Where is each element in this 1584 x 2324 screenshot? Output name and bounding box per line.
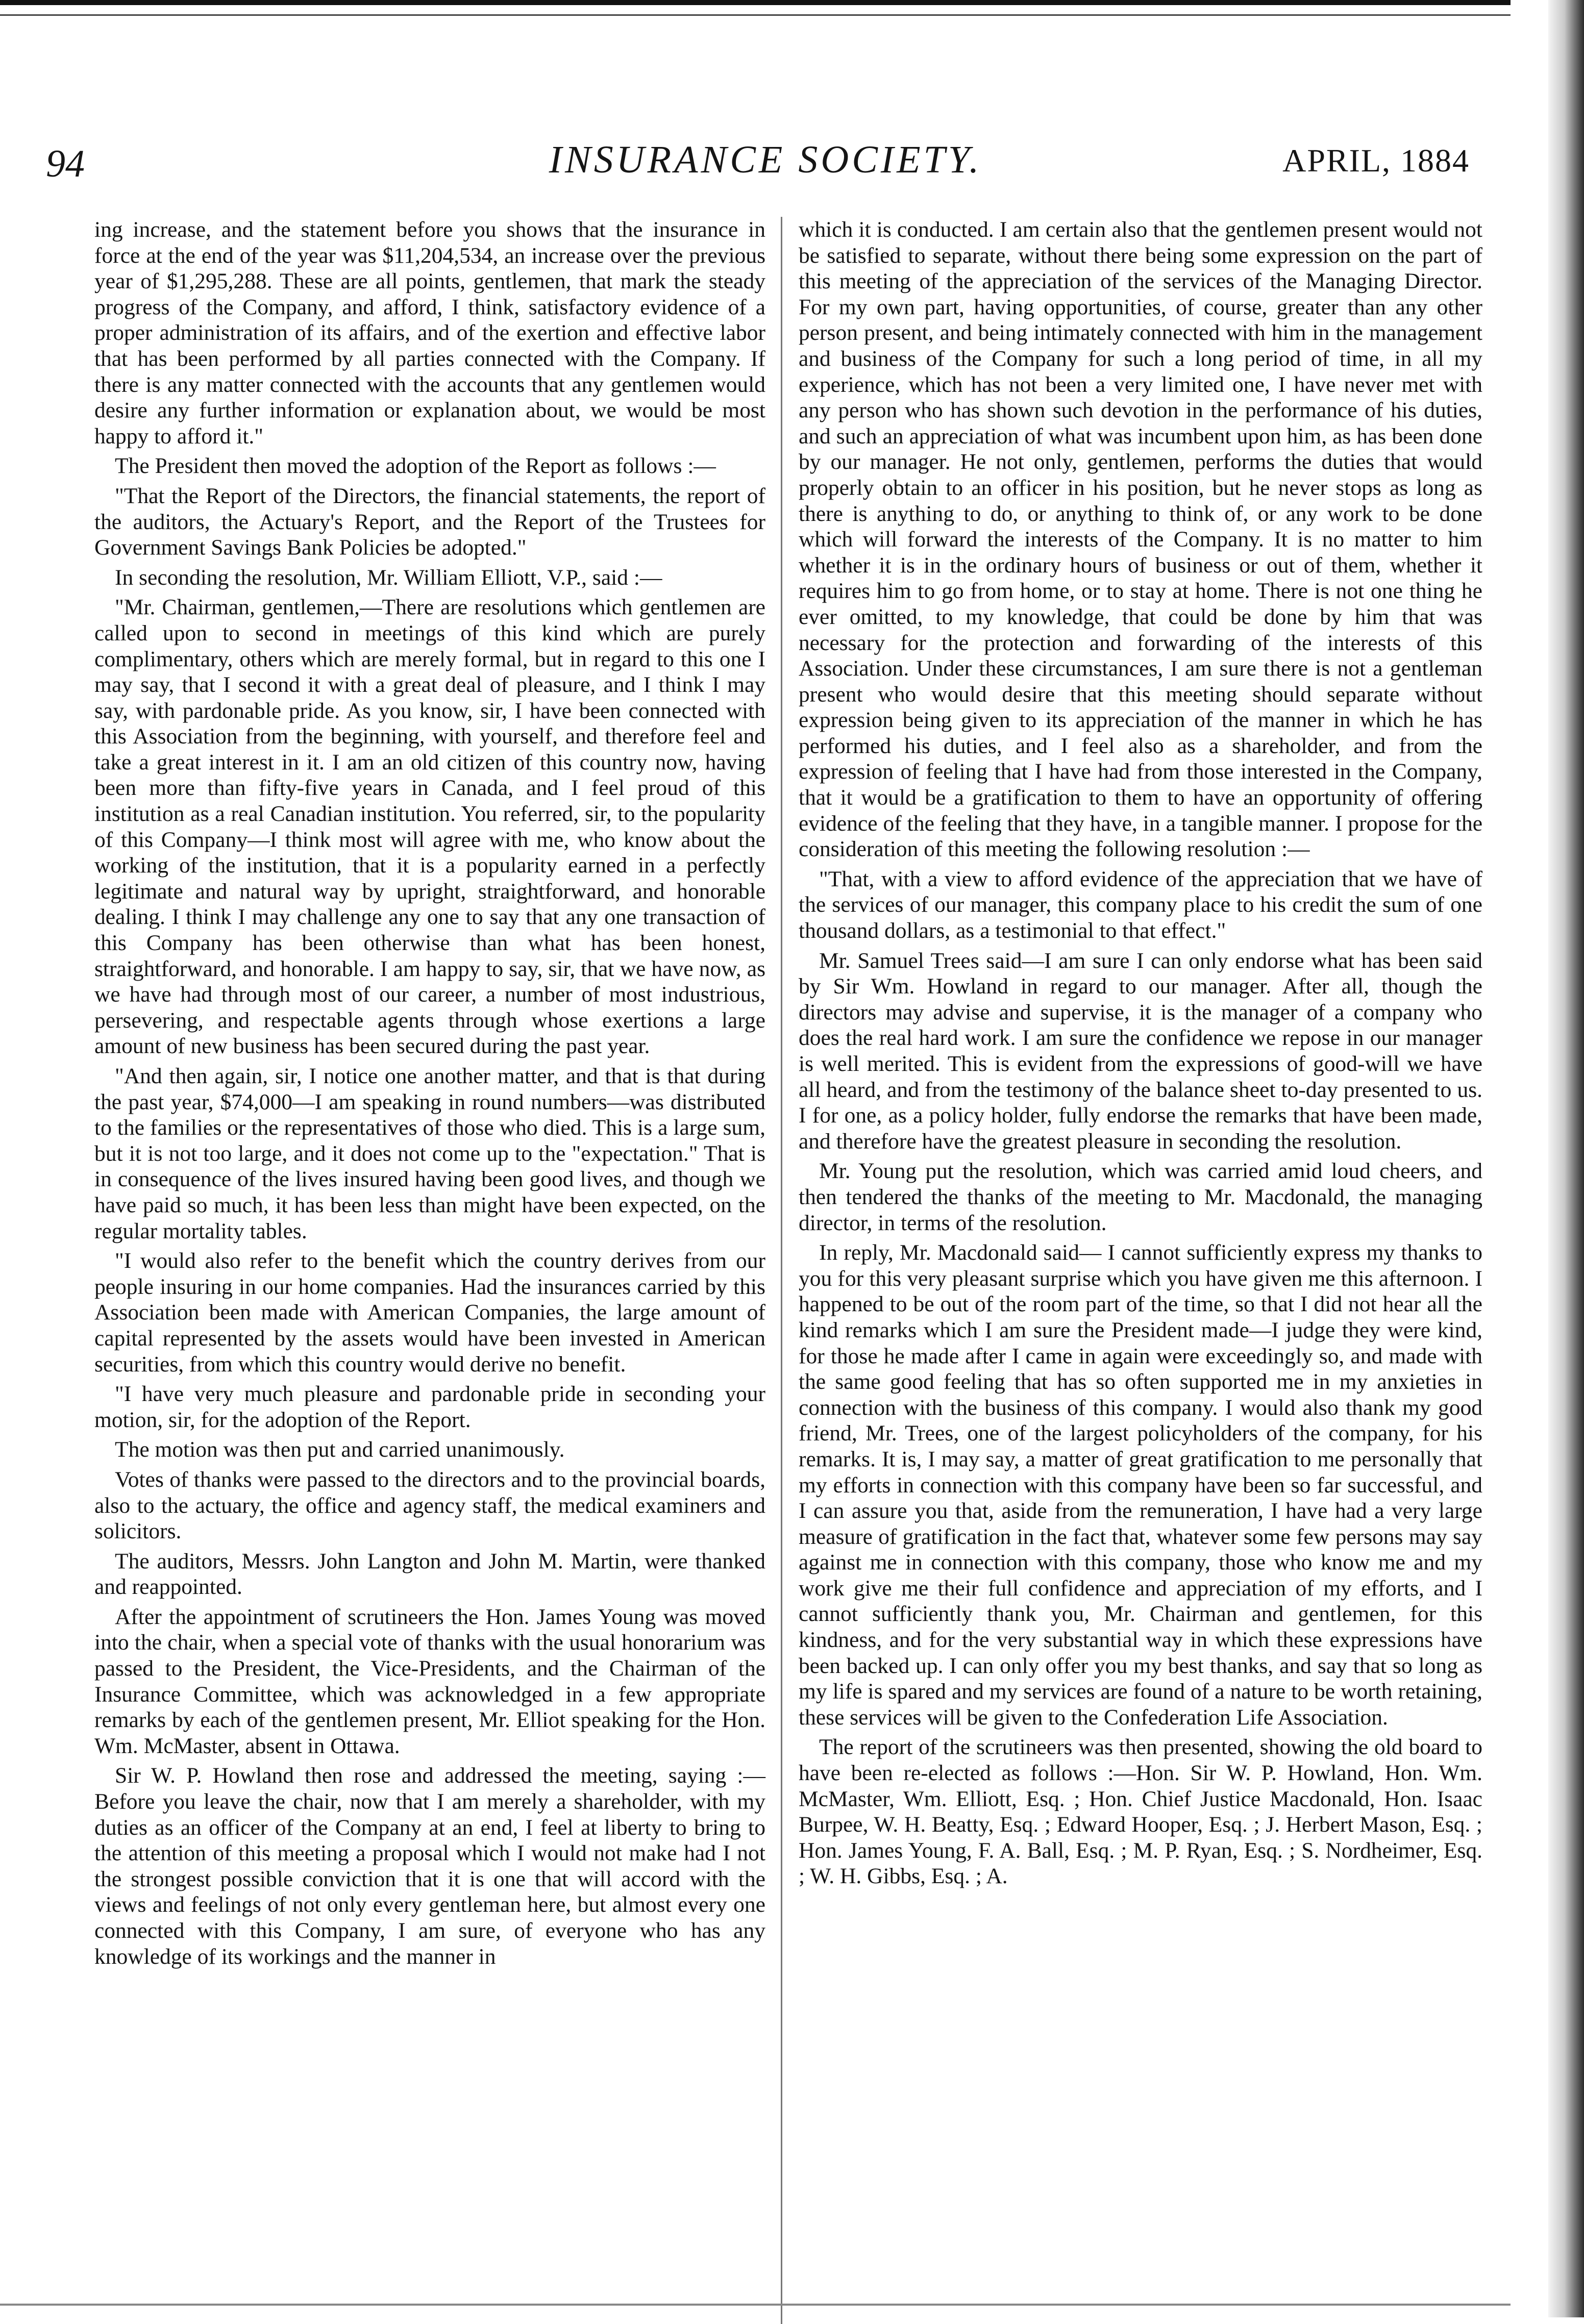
left-column: [94, 217, 765, 1973]
paragraph: "And then again, sir, I notice one another matter, and that is that during the past year, $74,000—I am speaking in round numbers—was distributed to the families or the representatives of those who died. This is a large sum, but it is not too large, and it does not come up to the "expectation." That is in consequence of the lives insured having been good lives, and though we have paid so much, it has been less than might have been expected, on the regular mortality tables.: [94, 1064, 765, 1243]
bottom-border-rule: [0, 2304, 1511, 2306]
paragraph: Mr. Samuel Trees said—I am sure I can only endorse what has been said by Sir Wm. Howland in regard to our manager. After all, though the directors may advise and supervise, it is the manager of a company who does the real hard work. I am sure the confidence we repose in our manager is well merited. This is evident from the expressions of good-will we have all heard, and from the testimony of the balance sheet to-day presented to us. I for one, as a policy holder, fully endorse the remarks that have been made, and therefore have the greatest pleasure in seconding the resolution.: [799, 948, 1482, 1154]
paragraph: ing increase, and the statement before you shows that the insurance in force at the end of the year was $11,204,534, an increase over the previous year of $1,295,288. These are all points, gentlemen, that mark the steady progress of the Company, and afford, I think, satisfactory evidence of a proper administration of its affairs, and of the exertion and effective labor that has been performed by all parties connected with the Company. If there is any matter connected with the accounts that any gentlemen would desire any further information or explanation about, we would be most happy to afford it.": [94, 217, 765, 448]
issue-date: APRIL, 1884: [1282, 142, 1470, 179]
paragraph: In seconding the resolution, Mr. William Elliott, V.P., said :—: [115, 565, 662, 590]
paragraph: Mr. Young put the resolution, which was carried amid loud cheers, and then tendered the thanks of the meeting to Mr. Macdonald, the managing director, in terms of the resolution.: [799, 1159, 1482, 1235]
paragraph: Votes of thanks were passed to the directors and to the provincial boards, also to the actuary, the office and agency staff, the medical examiners and solicitors.: [94, 1467, 765, 1544]
paragraph: "I would also refer to the benefit which the country derives from our people insuring in our home companies. Had the insurances carried by this Association been made with American Companies, the large amount of capital represented by the assets would have been invested in American securities, from which this country would derive no benefit.: [94, 1248, 765, 1377]
paragraph: In reply, Mr. Macdonald said— I cannot sufficiently express my thanks to you for this very pleasant surprise which you have given me this afternoon. I happened to be out of the room part of the time, so that I did not hear all the kind remarks which I am sure the President made—I judge they were kind, for those he made after I came in again were exceedingly so, and made with the same good feeling that has so often supported me in my anxieties in connection with the business of this company. I would also thank my good friend, Mr. Trees, one of the largest policyholders of the company, for his remarks. It is, I may say, a matter of great gratification to me personally that my efforts in connection with this company have been so far successful, and I can assure you that, aside from the remuneration, I have had a very large measure of gratification in the fact that, whatever some few persons may say against me in connection with this company, those who know me and my work give me their full confidence and appreciation of my efforts, and I cannot sufficiently thank you, Mr. Chairman and gentlemen, for this kindness, and for the very substantial way in which these expressions have been backed up. I can only offer you my best thanks, and say that so long as my life is spared and my services are found of a nature to be worth retaining, these services will be given to the Confederation Life Association.: [799, 1240, 1482, 1730]
paragraph: which it is conducted. I am certain also that the gentlemen present would not be satisfied to separate, without there being some expression on the part of this meeting of the appreciation of the services of the Managing Director. For my own part, having opportunities, of course, greater than any other person present, and being intimately connected with him in the management and business of the Company for such a long period of time, in all my experience, which has not been a very limited one, I have never met with any person who has shown such devotion in the performance of his duties, and such an appreciation of what was incumbent upon him, as has been done by our manager. He not only, gentlemen, performs the duties that would properly obtain to an officer in his position, but he never stops as long as there is anything to do, or anything to think of, or any work to be done which will forward the interests of the Company. It is no matter to him whether it is in the ordinary hours of business or out of them, whether it requires him to go from home, or to stay at home. There is not one thing he ever omitted, to my knowledge, that could be done by him that was necessary for the protection and forwarding of the interests of this Association. Under these circumstances, I am sure there is not a gentleman present who would desire that this meeting should separate without expression being given to its appreciation of the manner in which he has performed his duties, and I feel also as a shareholder, and from the expression of feeling that I have had from those interested in the Company, that it would be a gratification to them to have an opportunity of offering evidence of the feeling that they have, in a tangible manner. I propose for the consideration of this meeting the following resolution :—: [799, 217, 1482, 862]
running-title: INSURANCE SOCIETY.: [549, 138, 982, 181]
top-border-rule: [0, 0, 1511, 5]
top-thin-rule: [0, 14, 1511, 16]
paragraph: The President then moved the adoption of the Report as follows :—: [115, 454, 716, 479]
paragraph: The auditors, Messrs. John Langton and John M. Martin, were thanked and reappointed.: [94, 1548, 765, 1600]
paragraph: "That, with a view to afford evidence of the appreciation that we have of the services of our manager, this company place to his credit the sum of one thousand dollars, as a testimonial to that effect.": [799, 866, 1482, 943]
paragraph: The motion was then put and carried unanimously.: [115, 1437, 565, 1462]
paragraph: "I have very much pleasure and pardonable pride in seconding your motion, sir, for the adoption of the Report.: [94, 1382, 765, 1432]
paragraph: The report of the scrutineers was then presented, showing the old board to have been re-elected as follows :—Hon. Sir W. P. Howland, Hon. Wm. McMaster, Wm. Elliott, Esq. ; Hon. Chief Justice Macdonald, Hon. Isaac Burpee, W. H. Beatty, Esq. ; Edward Hooper, Esq. ; J. Herbert Mason, Esq. ; Hon. James Young, F. A. Ball, Esq. ; M. P. Ryan, Esq. ; S. Nordheimer, Esq. ; W. H. Gibbs, Esq. ; A.: [799, 1735, 1482, 1889]
right-column: [799, 217, 1482, 1893]
paragraph: "That the Report of the Directors, the financial statements, the report of the auditors, the Actuary's Report, and the Report of the Trustees for Government Savings Bank Policies be adopted.": [94, 483, 765, 560]
page-edge-shadow: [1548, 0, 1584, 2317]
column-divider: [781, 217, 782, 2324]
page-number: 94: [46, 142, 85, 185]
page-header: [46, 138, 1485, 194]
paragraph: After the appointment of scrutineers the Hon. James Young was moved into the chair, when a special vote of thanks with the usual honorarium was passed to the President, the Vice-Presidents, and the Chairman of the Insurance Committee, which was acknowledged in a few appropriate remarks by each of the gentlemen present, Mr. Elliot speaking for the Hon. Wm. McMaster, absent in Ottawa.: [94, 1604, 765, 1758]
paragraph: "Mr. Chairman, gentlemen,—There are resolutions which gentlemen are called upon to second in meetings of this kind which are purely complimentary, others which are merely formal, but in regard to this one I may say, that I second it with a great deal of pleasure, and I think I may say, with pardonable pride. As you know, sir, I have been connected with this Association from the beginning, with yourself, and therefore feel and take a great interest in it. I am an old citizen of this country now, having been more than fifty-five years in Canada, and I feel proud of this institution as a real Canadian institution. You referred, sir, to the popularity of this Company—I think most will agree with me, who know about the working of the institution, that it is a popularity earned in a perfectly legitimate and natural way by upright, straightforward, and honorable dealing. I think I may challenge any one to say that any one transaction of this Company has been otherwise than what has been honest, straightforward, and honorable. I am happy to say, sir, that we have now, as we have had through most of our career, a number of most industrious, persevering, and respectable agents through whose exertions a large amount of new business has been secured during the past year.: [94, 595, 765, 1059]
paragraph: Sir W. P. Howland then rose and addressed the meeting, saying :— Before you leave the chair, now that I am merely a shareholder, with my duties as an officer of the Company at an end, I feel at liberty to bring to the attention of this meeting a proposal which I would not make had I not the strongest possible conviction that it is one that will accord with the views and feelings of not only every gentleman here, but almost every one connected with this Company, I am sure, of everyone who has any knowledge of its workings and the manner in: [94, 1763, 765, 1969]
